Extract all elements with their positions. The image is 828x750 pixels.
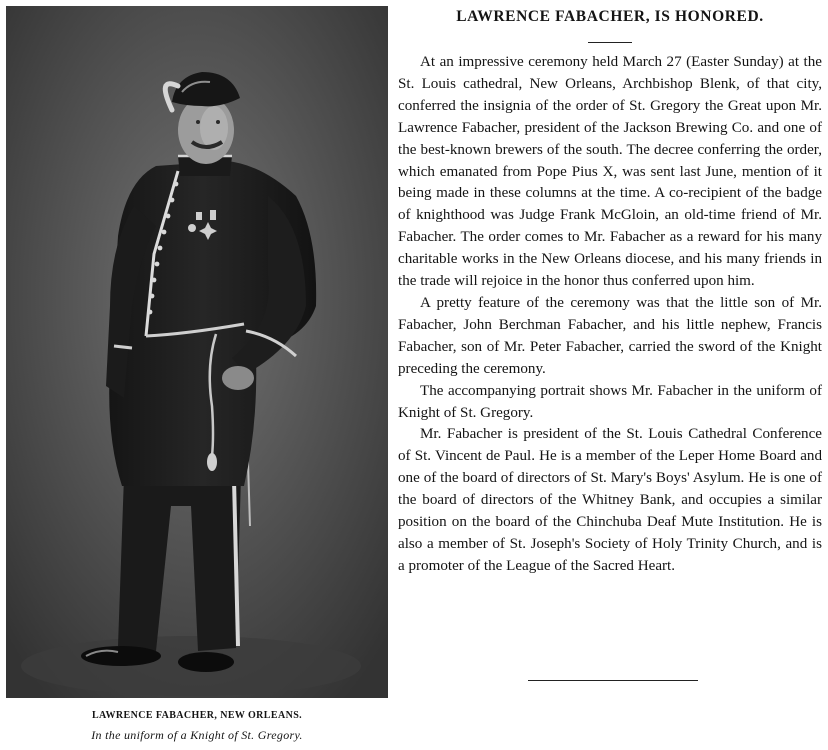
photo-caption-name: LAWRENCE FABACHER, NEW ORLEANS. (91, 710, 303, 721)
article-title: LAWRENCE FABACHER, IS HONORED. (456, 8, 764, 25)
title-divider (588, 42, 632, 43)
article-paragraph-3: The accompanying portrait shows Mr. Fabacher in the uniform of Knight of St. Gregory. (398, 382, 822, 421)
portrait-illustration (6, 6, 388, 698)
article-paragraph-2: A pretty feature of the ceremony was that the little son of Mr. Fabacher, John Berchman Fabacher, and his little nephew, Francis Fabacher, son of Mr. Peter Fabacher, carried the sword of the Knight preceding the ceremony. (398, 294, 822, 377)
article-paragraph-4: Mr. Fabacher is president of the St. Louis Cathedral Conference of St. Vincent de Paul. He is a member of the Leper Home Board and one of the board of directors of St. Mary's Boys' Asylum. He is one of the board of directors of the Whitney Bank, and occupies a similar position on the board of the Chinchuba Deaf Mute Institution. He is also a member of St. Joseph's Society of Holy Trinity Church, and is a promoter of the League of the Sacred Heart. (398, 426, 822, 574)
article-paragraph-1: At an impressive ceremony held March 27 (Easter Sunday) at the St. Louis cathedral, New Orleans, Archbishop Blenk, of that city, conferred the insignia of the order of St. Gregory the Great upon Mr. Lawrence Fabacher, president of the Jackson Brewing Co. and one of the best-known brewers of the south. The decree conferring the order, which emanated from Pope Pius X, was sent last June, mention of it being made in these columns at the time. A co-recipient of the badge of knighthood was Judge Frank McGloin, an old-time friend of Mr. Fabacher. The order comes to Mr. Fabacher as a reward for his many charitable works in the New Orleans diocese, and his many friends in the trade will rejoice in the honor thus conferred upon him. (398, 54, 822, 290)
portrait-photo (6, 6, 388, 698)
photo-caption-subtitle: In the uniform of a Knight of St. Gregory. (91, 728, 303, 742)
end-divider (528, 680, 698, 681)
article-body (398, 52, 822, 578)
